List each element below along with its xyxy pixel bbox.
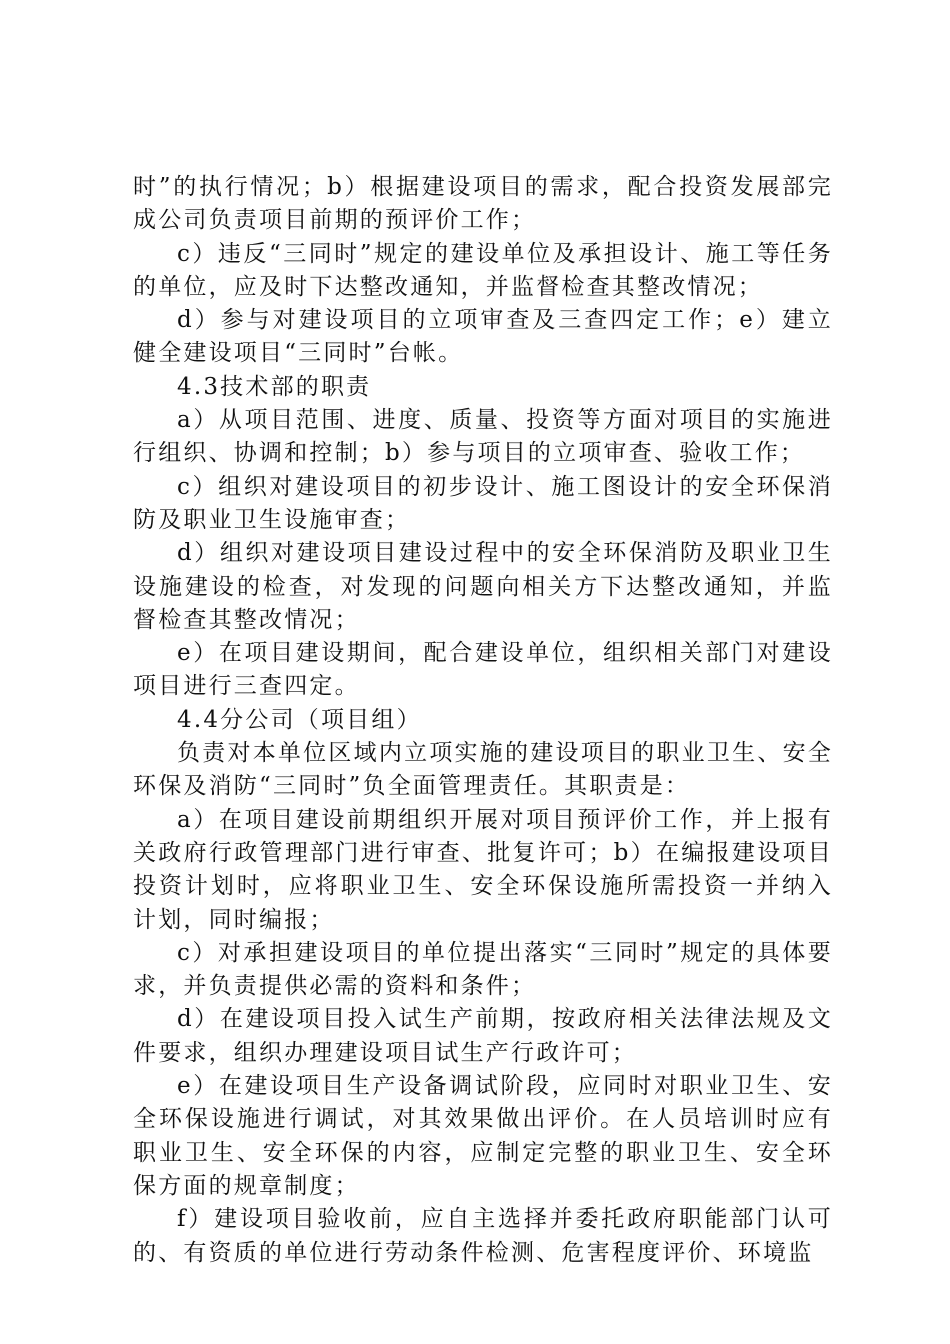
document-body [133, 171, 833, 1270]
paragraph-item-d: d）在建设项目投入试生产前期，按政府相关法律法规及文件要求，组织办理建设项目试生产行政许可； [133, 1006, 833, 1066]
paragraph-responsibility-intro: 负责对本单位区域内立项实施的建设项目的职业卫生、安全环保及消防“三同时”负全面管理责任。其职责是： [133, 740, 833, 800]
paragraph-item-d: d）组织对建设项目建设过程中的安全环保消防及职业卫生设施建设的检查，对发现的问题向相关方下达整改通知，并监督检查其整改情况； [133, 540, 833, 633]
paragraph-item-e: e）在建设项目生产设备调试阶段，应同时对职业卫生、安全环保设施进行调试，对其效果做出评价。在人员培训时应有职业卫生、安全环保的内容，应制定完整的职业卫生、安全环保方面的规章制度； [133, 1073, 833, 1199]
paragraph-item-c: c）违反“三同时”规定的建设单位及承担设计、施工等任务的单位，应及时下达整改通知，并监督检查其整改情况； [133, 240, 833, 300]
section-heading-4-3: 4.3技术部的职责 [177, 373, 372, 400]
paragraph-item-c: c）对承担建设项目的单位提出落实“三同时”规定的具体要求，并负责提供必需的资料和条件； [133, 939, 833, 1000]
section-heading-4-4: 4.4分公司（项目组） [177, 706, 422, 733]
paragraph-item-f: f）建设项目验收前，应自主选择并委托政府职能部门认可的、有资质的单位进行劳动条件检测、危害程度评价、环境监 [133, 1206, 833, 1266]
paragraph-item-e: e）在项目建设期间，配合建设单位，组织相关部门对建设项目进行三查四定。 [133, 640, 833, 700]
paragraph-item-a: a）在项目建设前期组织开展对项目预评价工作，并上报有关政府行政管理部门进行审查、批复许可；b）在编报建设项目投资计划时，应将职业卫生、安全环保设施所需投资一并纳入计划，同时编报； [133, 806, 833, 933]
paragraph-item-d: d）参与对建设项目的立项审查及三查四定工作；e）建立健全建设项目“三同时”台帐。 [133, 307, 833, 367]
paragraph-continuation: 时”的执行情况；b）根据建设项目的需求，配合投资发展部完成公司负责项目前期的预评价工作； [133, 174, 833, 234]
paragraph-item-a: a）从项目范围、进度、质量、投资等方面对项目的实施进行组织、协调和控制；b）参与项目的立项审查、验收工作； [133, 407, 833, 467]
paragraph-item-c: c）组织对建设项目的初步设计、施工图设计的安全环保消防及职业卫生设施审查； [133, 473, 833, 533]
